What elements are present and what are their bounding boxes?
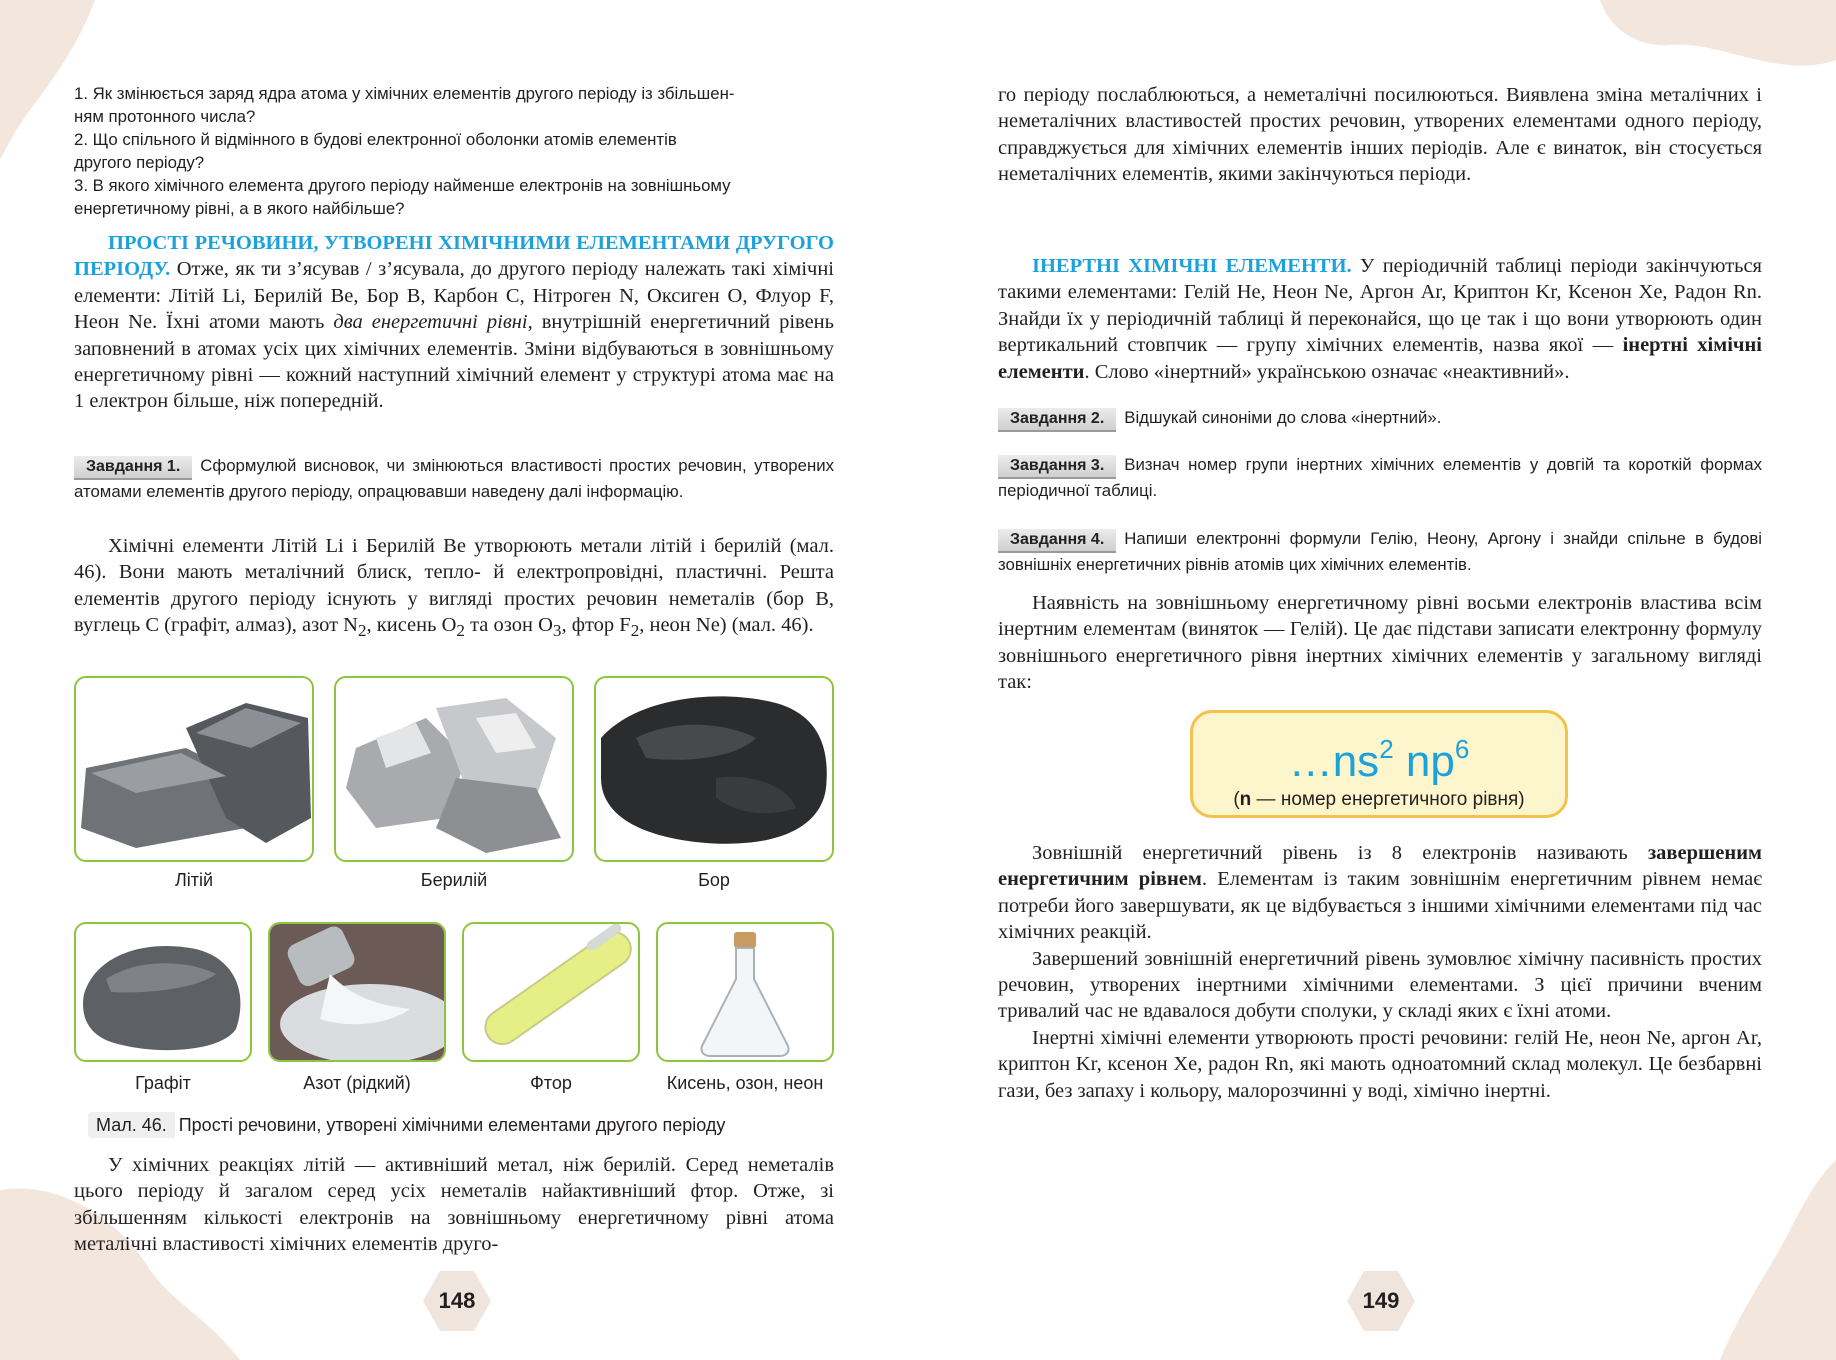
- caption-boron: Бор: [698, 870, 730, 890]
- task-3-label: Завдання 3.: [998, 455, 1116, 479]
- beryllium-photo: [334, 676, 574, 862]
- caption-oxygen-ozone-neon: Кисень, озон, неон: [666, 1073, 824, 1093]
- metals-paragraph: Хімічні елементи Літій Li і Берилій Be утворюють метали літій і берилій (мал. 46). Вони мають металічний блиск, тепло- й електропровідні, пластичні. Решта елементів другого періоду існують у вигляді простих речовин неметалів (бор B, вуглець C (графіт, алмаз), азот $N_2$, кисень $O_2$ та озон $O_3$, фтор $F_2$, неон Ne) (мал. 46).: [74, 535, 834, 641]
- boron-photo: [594, 676, 834, 862]
- noble-gases-paragraph: Інертні хімічні елементи утворюють прості речовини: гелій He, неон Ne, аргон Ar, криптон Kr, ксенон Xe, радон Rn, які мають одноатомний склад молекул. Це безбарвні гази, без запаху і кольору, малорозчинні у воді, хімічно інертні.: [998, 1026, 1762, 1102]
- caption-lithium: Літій: [174, 870, 214, 890]
- task-3: [998, 453, 1762, 503]
- section-heading: ПРОСТІ РЕЧОВИНИ, УТВОРЕНІ ХІМІЧНИМИ ЕЛЕМЕНТАМИ ДРУГОГО ПЕРІОДУ.: [74, 232, 834, 281]
- task-1-text: Сформулюй висновок, чи змінюються властивості простих речовин, утворених атомами елементів другого періоду, опрацювавши наведену далі інформацію.: [74, 456, 834, 501]
- completed-level-text: [998, 840, 1762, 1104]
- formula-note: (n — номер енергетичного рівня): [1233, 789, 1525, 810]
- italic-term: два енергетичні рівні: [333, 311, 528, 334]
- task-2-label: Завдання 2.: [998, 408, 1116, 432]
- question-line: 1. Як змінюється заряд ядра атома у хімічних елементів другого періоду із збільшен-: [74, 84, 735, 103]
- electron-formula-box: [1190, 710, 1568, 818]
- task-2-text: Відшукай синоніми до слова «інертний».: [1124, 408, 1442, 427]
- task-4-label: Завдання 4.: [998, 529, 1116, 553]
- question-line: енергетичному рівні, а в якого найбільше?: [74, 199, 405, 218]
- figure-caption: [88, 1110, 848, 1140]
- figure-caption-text: Прості речовини, утворені хімічними елементами другого періоду: [178, 1115, 726, 1135]
- liquid-nitrogen-photo: [268, 922, 446, 1062]
- task-2: [998, 406, 1762, 432]
- figure-label: Мал. 46.: [88, 1112, 175, 1138]
- caption-fluorine: Фтор: [530, 1073, 572, 1093]
- inert-elements-paragraph: ІНЕРТНІ ХІМІЧНІ ЕЛЕМЕНТИ. У періодичній таблиці періоди закінчуються такими елементами: Гелій He, Неон Ne, Аргон Ar, Криптон Kr, Ксенон Xe, Радон Rn. Знайди їх у періодичній таблиці й переконайся, що це так і що вони утворюють один вертикальний стовпчик — групу хімічних елементів, назва якої — інертні хімічні елементи. Слово «інертний» українською означає «неактивний».: [998, 255, 1762, 383]
- caption-liquid-nitrogen: Азот (рідкий): [303, 1073, 411, 1093]
- task-3-text: Визнач номер групи інертних хімічних елементів у довгій та короткій формах періодичної таблиці.: [998, 455, 1762, 500]
- caption-beryllium: Берилій: [420, 870, 488, 890]
- passivity-paragraph: Завершений зовнішній енергетичний рівень зумовлює хімічну пасивність простих речовин, утворених інертними хімічними елементами. З цієї причини вченим тривалий час не вдавалося добути сполуки, у складі яких є їхні атоми.: [998, 947, 1762, 1023]
- task-1-label: Завдання 1.: [74, 456, 192, 480]
- bold-term: інертні хімічні елементи: [998, 334, 1762, 383]
- question-line: другого періоду?: [74, 153, 205, 172]
- question-line: 3. В якого хімічного елемента другого періоду найменше електронів на зовнішньому: [74, 176, 731, 195]
- page-number-left: 148: [422, 1270, 492, 1332]
- continuation-paragraph: го періоду послаблюються, а неметалічні посилюються. Виявлена зміна металічних і неметалічних властивостей простих речовин, утворених елементами одного періоду, справджується для хімічних елементів інших періодів. Але є винаток, він стосується неметалічних елементів, якими закінчуються періоди.: [998, 84, 1762, 186]
- task-4: [998, 527, 1762, 577]
- lithium-photo: [74, 676, 314, 862]
- electron-formula: $\dots ns^2$ $np^6$: [1288, 734, 1470, 786]
- reactivity-paragraph: У хімічних реакціях літій — активніший метал, ніж берилій. Серед неметалів цього періоду й загалом серед усіх неметалів найактивніший фтор. Отже, зі збільшенням кількості електронів на зовнішньому енергетичному рівні атома металічні властивості хімічних елементів друго-: [74, 1154, 834, 1256]
- background-blob-top-right: [1580, 0, 1836, 90]
- flask-photo: [656, 922, 834, 1062]
- question-line: ням протонного числа?: [74, 107, 256, 126]
- question-line: 2. Що спільного й відмінного в будові електронної оболонки атомів елементів: [74, 130, 677, 149]
- caption-graphite: Графіт: [135, 1073, 191, 1093]
- task-4-text: Напиши електронні формули Гелію, Неону, Аргону і знайди спільне в будові зовнішніх енергетичних рівнів атомів цих хімічних елементів.: [998, 529, 1762, 574]
- bold-term: завершеним енергетичним рівнем: [998, 842, 1762, 891]
- outer-level-paragraph: Наявність на зовнішньому енергетичному рівні восьми електронів властива всім інертним елементам (виняток — Гелій). Це дає підстави записати електронну формулу зовнішнього енергетичного рівня інертних хімічних елементів у загальному вигляді так:: [998, 592, 1762, 694]
- section-paragraph: ПРОСТІ РЕЧОВИНИ, УТВОРЕНІ ХІМІЧНИМИ ЕЛЕМЕНТАМИ ДРУГОГО ПЕРІОДУ. Отже, як ти з’ясував / з’ясувала, до другого періоду належать такі хімічні елементи: Літій Li, Берилій Be, Бор B, Карбон C, Нітроген N, Оксиген O, Флуор F, Неон Ne. Їхні атоми мають два енергетичні рівні, внутрішній енергетичний рівень заповнений в атомах усіх цих хімічних елементів. Зміни відбуваються в зовнішньому енергетичному рівні — кожний наступний хімічний елемент у структурі атома має на 1 електрон більше, ніж попередній.: [74, 232, 834, 413]
- background-blob-bottom-right: [1680, 1160, 1836, 1360]
- graphite-photo: [74, 922, 252, 1062]
- page-number-right: 149: [1346, 1270, 1416, 1332]
- review-questions: [74, 82, 834, 220]
- task-1: [74, 454, 834, 504]
- inert-heading: ІНЕРТНІ ХІМІЧНІ ЕЛЕМЕНТИ.: [1032, 255, 1352, 277]
- completed-level-paragraph: Зовнішній енергетичний рівень із 8 електронів називають завершеним енергетичним рівнем. Елементам із таким зовнішнім енергетичним рівнем немає потреби його завершувати, як це відбувається з іншими хімічними елементами під час хімічних реакцій.: [998, 842, 1762, 944]
- fluorine-photo: [462, 922, 640, 1062]
